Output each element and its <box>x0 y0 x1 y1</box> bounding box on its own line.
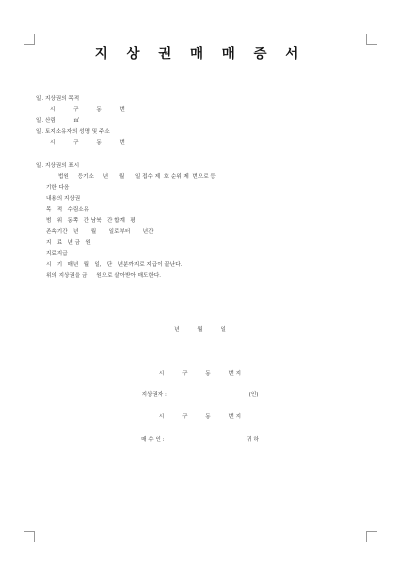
clause-sale-statement: 위의 지상권을 금 원으로 살아받아 매도한다. <box>46 273 162 279</box>
clause-duration: 존속기간 년 월 일로부터 년간 <box>46 229 154 235</box>
crop-mark-bottom-right <box>366 531 377 542</box>
buyer-address: 시 구 동 번 지 <box>158 414 242 420</box>
clause-range: 범 위 동쪽 간 남북 간 합계 평 <box>46 218 136 224</box>
signature-date: 년 월 일 <box>174 327 226 333</box>
clause-owner-heading: 일. 토지소유자의 성명 및 주소 <box>36 129 110 135</box>
clause-payment-heading: 지료지급 <box>46 251 68 257</box>
document-title: 지 상 권 매 매 증 서 <box>94 46 306 62</box>
clause-payment-time: 시 기 매년 월 일, 단 년분까지로 지급이 끝난다. <box>46 262 183 268</box>
clause-registration: 법원 등기소 년 월 일 접수 제 호 순위 제 번으로 등 <box>58 174 216 180</box>
clause-right-heading: 일. 지상권의 표시 <box>36 163 80 169</box>
clause-forest-area: 일. 산림 ㎡ <box>36 118 80 124</box>
clause-content-heading: 내용의 지상권 <box>46 196 81 202</box>
clause-purpose-heading: 일. 지상권의 목적 <box>36 96 80 102</box>
clause-owner-address: 시 구 동 번 <box>50 140 125 146</box>
clause-rent: 지 료 년 금 원 <box>46 240 91 246</box>
clause-registration-cont: 기한 다음 <box>46 185 70 191</box>
buyer-signature-line: 매 수 인 : 귀 하 <box>141 437 259 443</box>
clause-object: 목 적 수림소유 <box>46 207 90 213</box>
seller-address: 시 구 동 번 지 <box>158 371 242 377</box>
crop-mark-bottom-left <box>24 531 35 542</box>
clause-purpose-address: 시 구 동 번 <box>50 107 125 113</box>
seller-signature-line: 지상권자 : (인) <box>141 392 259 398</box>
